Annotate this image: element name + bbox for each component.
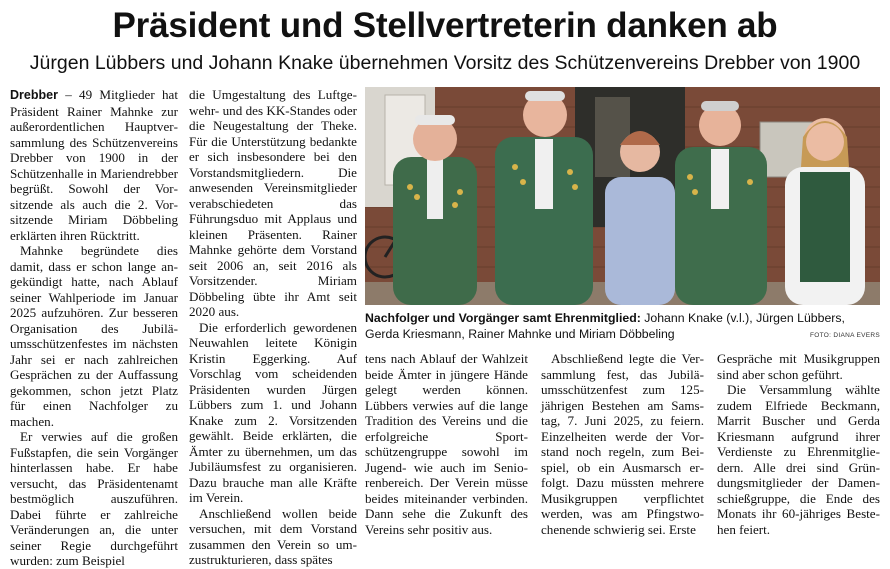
article-column-4 xyxy=(541,351,704,537)
dateline: Drebber xyxy=(10,88,58,102)
paragraph: Abschließend legte die Versammlung fest, das Jubiläumsschützenfest zum 125-jährigen Bestehen am Samstag, 7. Juni 2025, zu feiern. Einzelheiten werde der Vorstand noch regeln, zum Beispiel, ob ein Ausmarsch erfolgt. Dazu müssten mehrere Musikgruppen verpflichtet werden, was am Pfingstwochenende schwierig sei. Erste xyxy=(541,351,704,537)
paragraph: Anschließend wollen beide versuchen, mit dem Vorstand zusammen den Verein so umzustrukturieren, dass spätes xyxy=(189,505,357,567)
group-photo xyxy=(365,87,880,305)
paragraph: Die Versammlung wählte zudem Elfriede Beckmann, Marrit Buscher und Gerda Kriesmann aufgrund ihrer Verdienste zu Ehrenmitgliedern. Alle drei sind Gründungsmitglieder der Damenschießgruppe, die Ende des Monats ihr 60-jähriges Bestehen feiert. xyxy=(717,382,880,537)
article-column-3 xyxy=(365,351,528,537)
caption-lead: Nachfolger und Vorgänger samt Ehrenmitglied: xyxy=(365,311,641,325)
paragraph: Die erforderlich gewordenen Neuwahlen leitete Königin Kristin Eggerking. Auf Vorschlag vom scheidenden Präsidenten wurden Jürgen Lübbers zum 1. und Johann Knake zum 2. Vorsitzenden gewählt. Beide erklärten, die Ämter zu übernehmen, um das Jubiläumsfest zu organisieren. Dazu brauche man alle Kräfte im Verein. xyxy=(189,319,357,505)
photo-credit: FOTO: DIANA EVERS xyxy=(810,332,880,339)
group-photo-illustration xyxy=(365,87,880,305)
article-subheadline: Jürgen Lübbers und Johann Knake übernehmen Vorsitz des Schützenvereins Drebber von 1900 xyxy=(29,52,861,74)
paragraph: die Umgestaltung des Luftgewehr- und des KK-Standes oder die Neugestaltung der Theke. Für die Unterstützung bedankte er sich insbesondere bei den Vorstandsmitgliedern. Die anwesenden Vereinsmitglieder verabschiedeten das Führungsduo mit Applaus und kleinen Präsenten. Rainer Mahnke gehörte dem Vorstand seit 2006 an, seit 2016 als Vorsitzender. Miriam Döbbeling übte ihr Amt seit 2020 aus. xyxy=(189,87,357,319)
caption-text: Johann Knake (v.l.), Jürgen Lübbers, Gerda Kriesmann, Rainer Mahnke und Miriam Döbbeling xyxy=(365,311,845,341)
paragraph: Er verwies auf die großen Fußstapfen, die sein Vorgänger hinterlassen habe. Er habe versucht, das Präsidentenamt bestmöglich auszuführen. Dabei führte er zahlreiche Veränderungen an, die unter seiner Regie durchgeführt wurden: zum Beispiel xyxy=(10,429,178,568)
article-column-5 xyxy=(717,351,880,537)
paragraph: tens nach Ablauf der Wahlzeit beide Ämter in jüngere Hände gelegt werden können. Lübbers verwies auf die lange Tradition des Vereins und die erfolgreiche Sportschützengruppe sowohl im Jugend- wie auch im Seniorenbereich. Der Verein müsse beides miteinander verbinden. Dann sehe die Zukunft des Vereins sehr positiv aus. xyxy=(365,351,528,537)
paragraph: Mahnke begründete dies damit, dass er schon lange angekündigt hatte, nach Ablauf seiner Wahlperiode im Januar 2025 aufzuhören. Zur besseren Organisation des Jubiläumsschützenfestes im nächsten Jahr sei er nach zahlreichen Gesprächen zu der Auffassung gekommen, schon jetzt Platz für einen Nachfolger zu machen. xyxy=(10,243,178,429)
article-headline: Präsident und Stellvertreterin danken ab xyxy=(112,6,778,45)
paragraph: Gespräche mit Musikgruppen sind aber schon geführt. xyxy=(717,351,880,382)
article-column-2 xyxy=(189,87,357,568)
paragraph-text: – 49 Mitglieder hat Präsident Rainer Mahnke zur außerordentlichen Hauptversammlung des Schützenvereins Drebber von 1900 in der Schützenhalle in Mariendrebber begrüßt. Sowohl der Vorsitzende als auch die 2. Vorsitzende Miriam Döbbeling erklärten ihren Rücktritt. xyxy=(10,87,178,243)
article-column-1 xyxy=(10,87,178,569)
paragraph xyxy=(10,87,178,243)
